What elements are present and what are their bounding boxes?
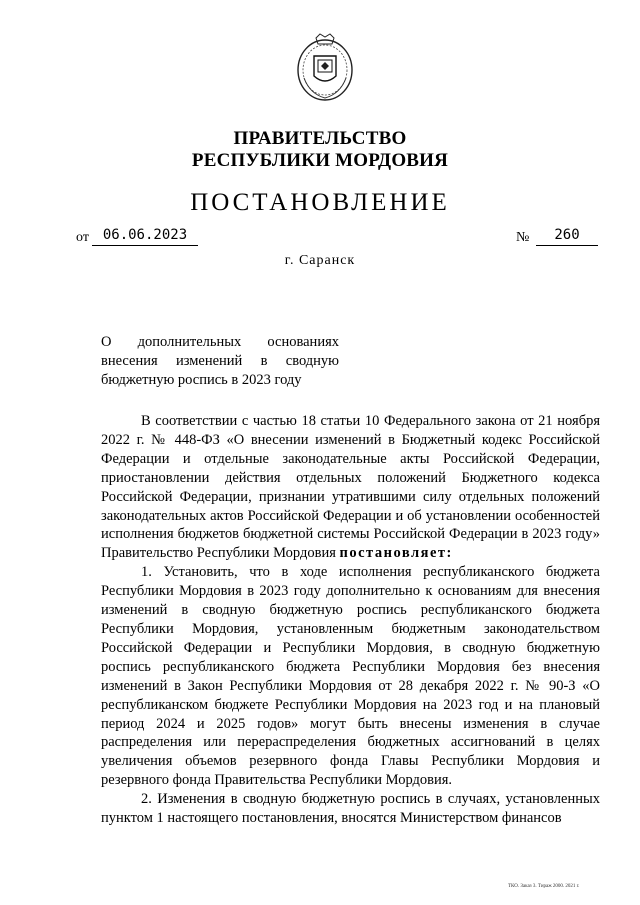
document-number: 260	[536, 227, 598, 246]
document-subject	[101, 333, 339, 390]
issue-city: г. Саранск	[284, 253, 356, 268]
document-body	[101, 412, 600, 828]
subject-line: О дополнительных основаниях	[101, 334, 339, 350]
document-date: 06.06.2023	[92, 227, 198, 246]
preamble-text: В соответствии с частью 18 статьи 10 Федерального закона от 21 ноября 2022 г. № 448-ФЗ «О внесении изменений в Бюджетный кодекс Российской Федерации и отдельные законодательные акты Российской Федерации, приостановлении действия отдельных положений Бюджетного кодекса Российской Федерации, признании утратившими силу отдельных положений законодательных актов Российской Федерации и об установлении особенностей исполнения бюджетов бюджетной системы Российской Федерации в 2023 году» Правительство Республики Мордовия	[101, 413, 600, 562]
org-name-line2: РЕСПУБЛИКИ МОРДОВИЯ	[191, 150, 449, 171]
org-name-line1: ПРАВИТЕЛЬСТВО	[233, 128, 407, 149]
document-type-title: ПОСТАНОВЛЕНИЕ	[190, 189, 450, 216]
decree-word: постановляет:	[339, 545, 453, 562]
body-paragraph	[101, 412, 600, 563]
date-prefix-label: от	[76, 230, 89, 245]
print-mark: ТКО. Заказ 3. Тираж 2000. 2021 г.	[508, 884, 580, 889]
subject-line: бюджетную роспись в 2023 году	[101, 372, 302, 388]
subject-line: внесения изменений в сводную	[101, 353, 339, 369]
coat-of-arms-icon	[296, 32, 354, 104]
body-paragraph: 1. Установить, что в ходе исполнения республиканского бюджета Республики Мордовия в 2023 году дополнительно к основаниям для внесения изменений в сводную бюджетную роспись республиканского бюджета Республики Мордовия, установленным бюджетным законодательством Российской Федерации и Республики Мордовия, в сводную бюджетную роспись республиканского бюджета Республики Мордовия без внесения изменений в Закон Республики Мордовия от 28 декабря 2022 г. № 90-З «О республиканском бюджете Республики Мордовия на 2023 год и на плановый период 2024 и 2025 годов» могут быть внесены изменения в случае распределения или перераспределения бюджетных ассигнований в целях увеличения объемов резервного фонда Главы Республики Мордовия и резервного фонда Правительства Республики Мордовия.	[101, 564, 600, 789]
number-prefix-label: №	[516, 230, 530, 245]
body-paragraph: 2. Изменения в сводную бюджетную роспись в случаях, установленных пунктом 1 настоящего постановления, вносятся Министерством финансов	[101, 791, 600, 827]
